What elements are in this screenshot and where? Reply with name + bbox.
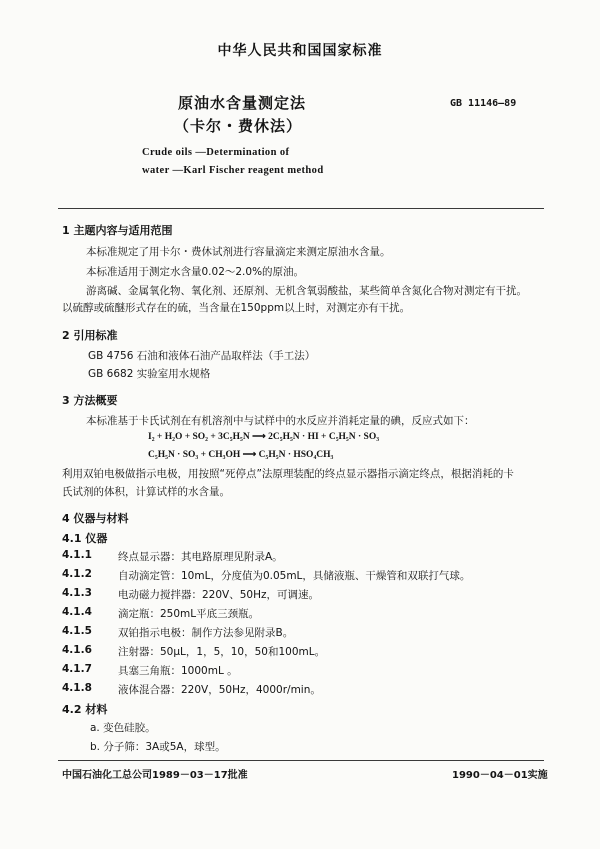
reaction-equation-2: C₅H₅N · SO₃ + CH₃OH ⟶ C₅H₅N · HSO₄CH₃: [148, 450, 334, 460]
item-number: 4.1.2: [62, 568, 92, 580]
item-number: 4.1.6: [62, 644, 92, 656]
item-text: 液体混合器：220V，50Hz，4000r/min。: [118, 684, 321, 696]
section-1-para-3a: 游离碱、金属氧化物、氧化剂、还原剂、无机含氧弱酸盐，某些简单含氮化合物对测定有干扰。: [86, 285, 527, 297]
material-item: b. 分子筛：3A或5A，球型。: [90, 741, 226, 753]
reaction-equation-1: I₂ + H₂O + SO₂ + 3C₅H₅N ⟶ 2C₅H₅N · HI + C₅H₅N · SO₃: [148, 432, 380, 442]
material-item: a. 变色硅胶。: [90, 722, 156, 734]
item-number: 4.1.5: [62, 625, 92, 637]
section-1-para-3b: 以硫醇或硫醚形式存在的硫，当含量在150ppm以上时，对测定亦有干扰。: [62, 302, 411, 314]
document-subtitle: （卡尔・费休法）: [174, 117, 303, 135]
section-3-para-1: 本标准基于卡氏试剂在有机溶剂中与试样中的水反应并消耗定量的碘，反应式如下：: [86, 415, 475, 427]
standard-code: GB 11146—89: [450, 98, 517, 109]
item-text: 终点显示器：其电路原理见附录A。: [118, 551, 283, 563]
section-2-heading: 2 引用标准: [62, 329, 118, 342]
english-title-line-1: Crude oils —Determination of: [142, 147, 290, 158]
implementation-date: 1990－04－01实施: [452, 770, 548, 781]
reference-1: GB 4756 石油和液体石油产品取样法（手工法）: [88, 350, 316, 362]
section-3-para-2a: 利用双铂电极做指示电极，用按照“死停点”法原理装配的终点显示器指示滴定终点，根据消耗的卡: [62, 468, 514, 480]
section-4-heading: 4 仪器与材料: [62, 512, 129, 525]
section-1-para-1: 本标准规定了用卡尔・费休试剂进行容量滴定来测定原油水含量。: [86, 246, 391, 258]
item-text: 双铂指示电极：制作方法参见附录B。: [118, 627, 294, 639]
item-text: 自动滴定管：10mL，分度值为0.05mL，具储液瓶、干燥管和双联打气球。: [118, 570, 471, 582]
section-1-para-2: 本标准适用于测定水含量0.02～2.0%的原油。: [86, 266, 305, 278]
item-text: 具塞三角瓶：1000mL 。: [118, 665, 238, 677]
approval-date: 中国石油化工总公司1989－03－17批准: [62, 770, 248, 781]
item-number: 4.1.8: [62, 682, 92, 694]
footer-rule: [58, 760, 544, 761]
section-3-para-2b: 氏试剂的体积，计算试样的水含量。: [62, 486, 230, 498]
subsection-4-1-heading: 4.1 仪器: [62, 532, 108, 545]
section-3-heading: 3 方法概要: [62, 394, 118, 407]
item-number: 4.1.3: [62, 587, 92, 599]
subsection-4-2-heading: 4.2 材料: [62, 703, 108, 716]
english-title-line-2: water —Karl Fischer reagent method: [142, 165, 324, 176]
header-rule: [58, 208, 544, 209]
item-number: 4.1.7: [62, 663, 92, 675]
reference-2: GB 6682 实验室用水规格: [88, 368, 211, 380]
item-text: 注射器：50μL，1，5，10，50和100mL。: [118, 646, 326, 658]
item-number: 4.1.1: [62, 549, 92, 561]
document-title: 原油水含量测定法: [178, 94, 307, 112]
standard-organization: 中华人民共和国国家标准: [217, 43, 383, 59]
item-text: 电动磁力搅拌器：220V、50Hz，可调速。: [118, 589, 319, 601]
section-1-heading: 1 主题内容与适用范围: [62, 224, 173, 237]
item-number: 4.1.4: [62, 606, 92, 618]
item-text: 滴定瓶：250mL平底三颈瓶。: [118, 608, 260, 620]
